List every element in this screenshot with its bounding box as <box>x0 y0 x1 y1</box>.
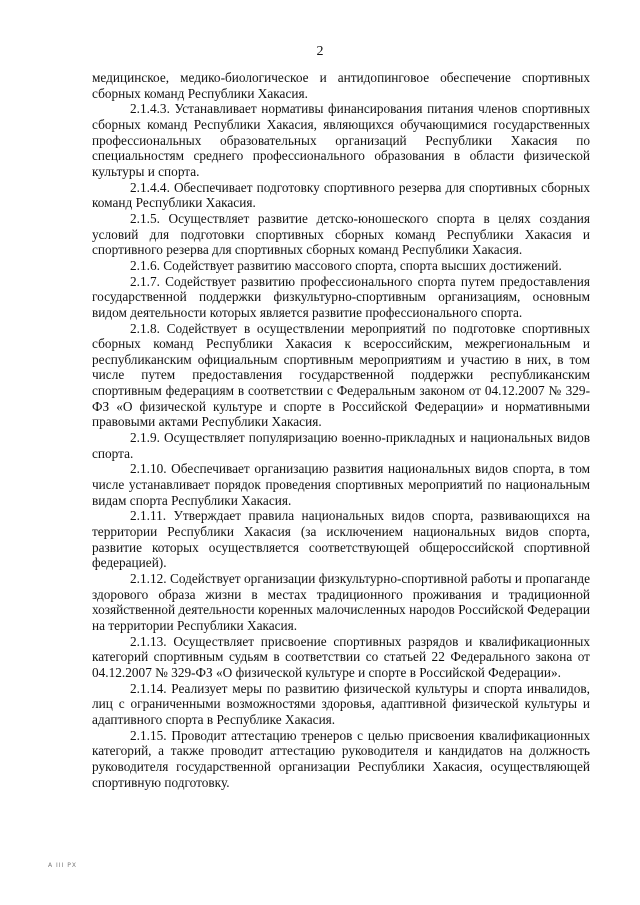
paragraph-2-1-14: 2.1.14. Реализует меры по развитию физической культуры и спорта инвалидов, лиц с ограниченными возможностями здоровья, адаптивной физической культуры и адаптивного спорта в Республике Хакасия. <box>92 680 590 727</box>
paragraph-2-1-9: 2.1.9. Осуществляет популяризацию военно-прикладных и национальных видов спорта. <box>92 430 590 461</box>
paragraph-2-1-15: 2.1.15. Проводит аттестацию тренеров с целью присвоения квалификационных категорий, а также проводит аттестацию руководителя и кандидатов на должность руководителя государственной организации Республики Хакасия, осуществляющей спортивную подготовку. <box>92 727 590 790</box>
paragraph-2-1-10: 2.1.10. Обеспечивает организацию развития национальных видов спорта, в том числе устанавливает порядок проведения спортивных мероприятий по национальным видам спорта Республики Хакасия. <box>92 461 590 508</box>
page-number: 2 <box>316 44 324 59</box>
paragraph-2-1-11: 2.1.11. Утверждает правила национальных видов спорта, развивающихся на территории Республики Хакасия (за исключением национальных видов спорта, развитие которых осуществляется соответствующей общероссийской спортивной федерацией). <box>92 508 590 571</box>
footer-mark: A III PX <box>48 862 77 869</box>
paragraph-continuation: медицинское, медико-биологическое и антидопинговое обеспечение спортивных сборных команд Республики Хакасия. <box>92 70 590 101</box>
paragraph-2-1-4-3: 2.1.4.3. Устанавливает нормативы финансирования питания членов спортивных сборных команд Республики Хакасия, являющихся обучающимися государственных профессиональных образовательных организаций Республики Хакасия по специальностям среднего профессионального образования в области физической культуры и спорта. <box>92 101 590 179</box>
paragraph-2-1-4-4: 2.1.4.4. Обеспечивает подготовку спортивного резерва для спортивных сборных команд Республики Хакасия. <box>92 179 590 211</box>
paragraph-2-1-8: 2.1.8. Содействует в осуществлении мероприятий по подготовке спортивных сборных команд Республики Хакасия к всероссийским, межрегиональным и республиканским официальным спортивным мероприятиям и участию в них, в том числе путем предоставления государственной поддержки республиканским спортивным федерациям в соответствии с Федеральным законом от 04.12.2007 № 329-ФЗ «О физической культуре и спорте в Российской Федерации» и нормативными правовыми актами Республики Хакасия. <box>92 320 590 430</box>
paragraph-2-1-12: 2.1.12. Содействует организации физкультурно-спортивной работы и пропаганде здорового образа жизни в местах традиционного проживания и традиционной хозяйственной деятельности коренных малочисленных народов Российской Федерации на территории Республики Хакасия. <box>92 571 590 633</box>
paragraph-2-1-13: 2.1.13. Осуществляет присвоение спортивных разрядов и квалификационных категорий спортивным судьям в соответствии со статьей 22 Федерального закона от 04.12.2007 № 329-ФЗ «О физической культуре и спорте в Российской Федерации». <box>92 633 590 680</box>
paragraph-2-1-5: 2.1.5. Осуществляет развитие детско-юношеского спорта в целях создания условий для подготовки спортивных сборных команд Республики Хакасия и спортивного резерва для спортивных сборных команд Республики Хакасия. <box>92 210 590 258</box>
paragraph-2-1-7: 2.1.7. Содействует развитию профессионального спорта путем предоставления государственной поддержки физкультурно-спортивным организациям, основным видом деятельности которых является развитие профессионального спорта. <box>92 273 590 320</box>
paragraph-2-1-6: 2.1.6. Содействует развитию массового спорта, спорта высших достижений. <box>130 257 562 273</box>
document-body <box>92 70 590 790</box>
